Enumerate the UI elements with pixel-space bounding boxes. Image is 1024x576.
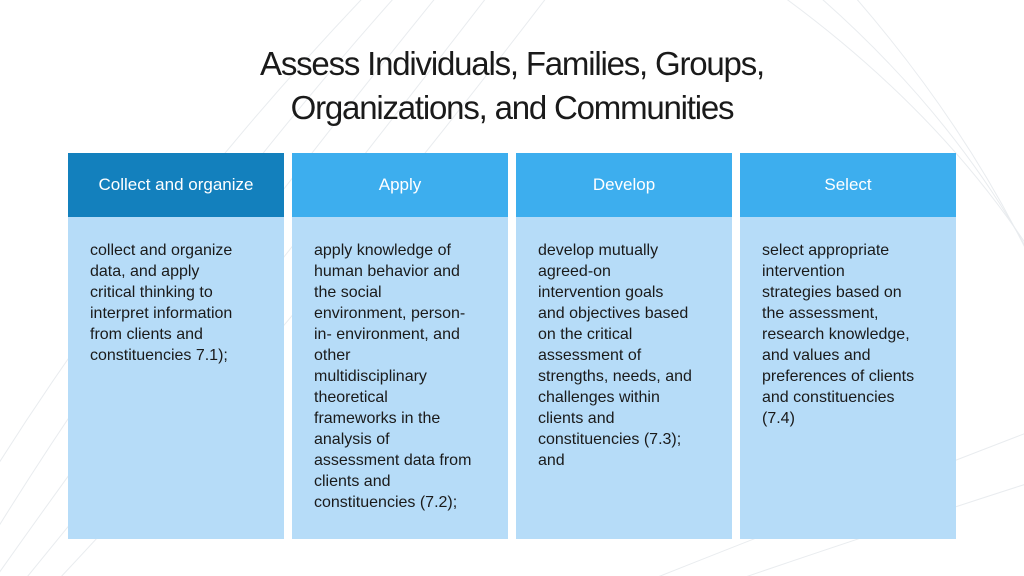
- column-heading[interactable]: Select: [740, 153, 956, 217]
- column-text: select appropriate intervention strategies based on the assessment, research knowledge, and values and preferences of clients and constituencies (7.4): [762, 242, 915, 427]
- column-develop[interactable]: [516, 153, 732, 539]
- column-heading[interactable]: Develop: [516, 153, 732, 217]
- column-select[interactable]: [740, 153, 956, 539]
- column-text: develop mutually agreed-on intervention goals and objectives based on the critical assessment of strengths, needs, and challenges within clients and constituencies (7.3); and: [538, 242, 692, 469]
- column-collect-and-organize[interactable]: [68, 153, 284, 539]
- page-title: [0, 42, 1024, 130]
- assessment-columns: [68, 153, 956, 539]
- column-apply[interactable]: [292, 153, 508, 539]
- column-text: collect and organize data, and apply critical thinking to interpret information from clients and constituencies 7.1);: [90, 242, 233, 364]
- title-line-1: Assess Individuals, Families, Groups,: [260, 45, 764, 82]
- column-heading[interactable]: Apply: [292, 153, 508, 217]
- column-heading[interactable]: Collect and organize: [68, 153, 284, 217]
- title-line-2: Organizations, and Communities: [290, 89, 734, 126]
- column-text: apply knowledge of human behavior and the social environment, person- in- environment, and other multidisciplinary theoretical frameworks in the analysis of assessment data from clients and constituencies (7.2);: [314, 242, 472, 511]
